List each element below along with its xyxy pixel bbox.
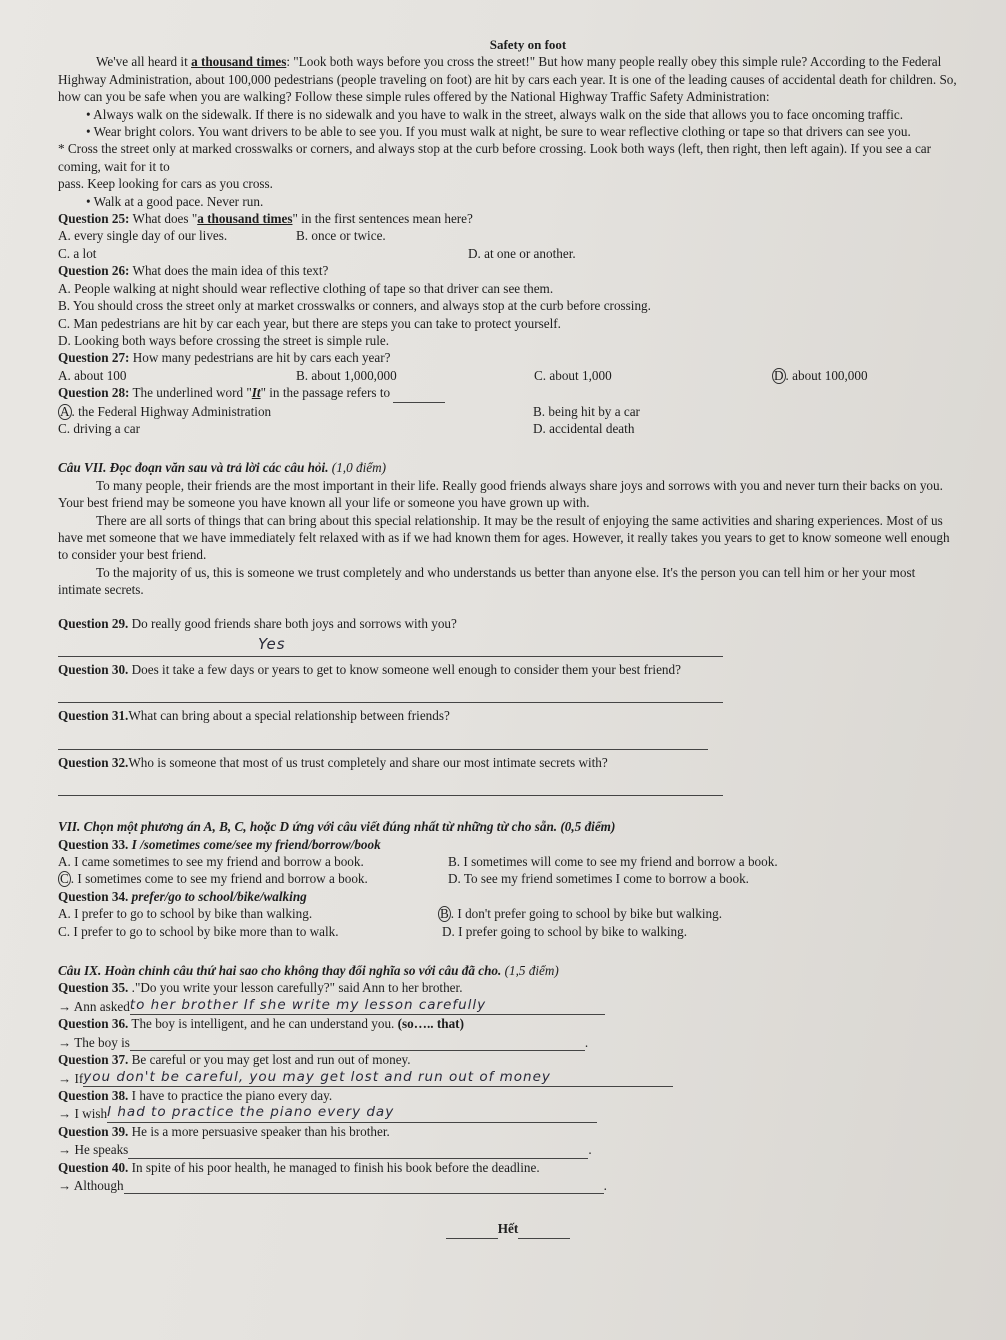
q29-handwritten-answer: Yes	[258, 635, 286, 653]
passage-bullet-1: • Always walk on the sidewalk. If there is no sidewalk and you have to walk in the street, always walk on the side that allows you to face oncoming traffic.	[86, 106, 904, 122]
q34-option-c[interactable]: C. I prefer to go to school by bike more than to walk.	[58, 923, 339, 939]
section-8-heading: VII. Chọn một phương án A, B, C, hoặc D ứng với câu viết đúng nhất từ những từ cho sẵn. (0,5 điểm)	[58, 819, 616, 835]
q26-option-a[interactable]: A. People walking at night should wear reflective clothing of tape so that driver can see them.	[58, 280, 554, 296]
q27-option-a[interactable]: A. about 100	[58, 367, 127, 383]
passage-bullet-3a: * Cross the street only at marked crosswalks or corners, and always stop at the curb before crossing. Look both ways (left, then right, then left again). If you see a car coming, wait for it to	[58, 141, 932, 174]
q25-options-row-1	[58, 227, 958, 244]
passage-intro: We've all heard it a thousand times: "Look both ways before you cross the street!" But how many people really obey this simple rule? According to the Federal Highway Administration, about 100,000 pedestrians (people traveling on foot) are hit by cars each year. It is one of the leading causes of accidental death for children. So, how can you be safe when you are walking? Follow these simple rules offered by the National Highway Traffic Safety Administration:	[58, 54, 957, 105]
q38-answer-field[interactable]: I had to practice the piano every day	[107, 1104, 597, 1122]
passage-bullet-2: • Wear bright colors. You want drivers to be able to see you. If you must walk at night, be sure to wear reflective clothing or tape so that drivers can see you.	[86, 124, 911, 140]
q28-options-row-2	[58, 420, 958, 437]
end-marker: Hết	[58, 1220, 958, 1238]
q27-option-b[interactable]: B. about 1,000,000	[296, 367, 397, 383]
q34-option-a[interactable]: A. I prefer to go to school by bike than walking.	[58, 906, 313, 922]
q28-option-a[interactable]: A . the Federal Highway Administration	[60, 403, 272, 419]
q28-blank	[393, 384, 445, 402]
q33-option-c[interactable]: C . I sometimes come to see my friend and borrow a book.	[60, 871, 368, 887]
q35-rewrite-line: → Ann asked to her brother If she write my lesson carefully	[58, 997, 958, 1015]
question-34: Question 34. prefer/go to school/bike/walking	[58, 888, 307, 904]
q33-option-d[interactable]: D. To see my friend sometimes I come to borrow a book.	[448, 871, 749, 887]
q25-option-d[interactable]: D. at one or another.	[468, 245, 576, 261]
q34-option-b-circle: B	[440, 906, 449, 922]
passage-title: Safety on foot	[489, 37, 567, 52]
question-38: Question 38. I have to practice the piano every day.	[58, 1087, 333, 1103]
q33-option-b[interactable]: B. I sometimes will come to see my friend and borrow a book.	[448, 854, 778, 870]
q34-option-d[interactable]: D. I prefer going to school by bike to walking.	[442, 923, 688, 939]
question-30: Question 30. Does it take a few days or years to get to know someone well enough to consider them your best friend?	[58, 662, 681, 677]
q37-rewrite-line: → If you don't be careful, you may get lost and run out of money	[58, 1069, 958, 1087]
q27-option-d[interactable]: D . about 100,000	[774, 367, 868, 383]
q28-option-d[interactable]: D. accidental death	[533, 420, 635, 436]
q29-answer-line[interactable]	[58, 632, 723, 657]
q36-rewrite-line: → The boy is .	[58, 1034, 589, 1050]
q34-options-row-1	[58, 905, 958, 922]
document-body	[58, 36, 958, 1239]
question-27: Question 27: How many pedestrians are hit by cars each year?	[58, 350, 391, 366]
q34-option-b[interactable]: B . I don't prefer going to school by bike but walking.	[440, 906, 723, 922]
question-40: Question 40. In spite of his poor health, he managed to finish his book before the deadline.	[58, 1159, 540, 1175]
question-35: Question 35. ."Do you write your lesson carefully?" said Ann to her brother.	[58, 980, 463, 996]
q28-option-a-circle: A	[60, 403, 70, 419]
passage-bullet-3b: pass. Keep looking for cars as you cross.	[58, 176, 273, 192]
q39-rewrite-line: → He speaks .	[58, 1142, 592, 1158]
q26-option-b[interactable]: B. You should cross the street only at market crosswalks or conners, and always stop at the curb before crossing.	[58, 298, 651, 314]
section-7-heading: Câu VII. Đọc đoạn văn sau và trả lời các câu hỏi. (1,0 điểm)	[58, 460, 386, 476]
question-33: Question 33. I /sometimes come/see my friend/borrow/book	[58, 836, 381, 852]
section-9-heading: Câu IX. Hoàn chỉnh câu thứ hai sao cho không thay đổi nghĩa so với câu đã cho. (1,5 điểm)	[58, 963, 559, 979]
q28-option-b[interactable]: B. being hit by a car	[533, 403, 640, 419]
q40-answer-field[interactable]	[124, 1176, 604, 1194]
q36-answer-field[interactable]	[130, 1033, 585, 1051]
q27-options-row	[58, 367, 958, 384]
q40-rewrite-line: → Although .	[58, 1177, 607, 1193]
reading-paragraph-3: To the majority of us, this is someone we trust completely and who understands us better than anyone else. It's the person you can tell him or her your most intimate secrets.	[58, 564, 916, 598]
passage-bullet-4: • Walk at a good pace. Never run.	[86, 193, 264, 209]
q26-option-c[interactable]: C. Man pedestrians are hit by car each year, but there are steps you can take to protect yourself.	[58, 315, 561, 331]
q25-option-c[interactable]: C. a lot	[58, 245, 97, 261]
q27-option-d-circle: D	[774, 367, 784, 383]
question-29: Question 29. Do really good friends share both joys and sorrows with you?	[58, 615, 457, 631]
q31-answer-line[interactable]	[58, 725, 708, 750]
q33-options-row-2	[58, 870, 958, 887]
question-32: Question 32.Who is someone that most of us trust completely and share our most intimate secrets with?	[58, 754, 608, 770]
q37-answer-field[interactable]: you don't be careful, you may get lost and run out of money	[83, 1069, 673, 1087]
reading-paragraph-1: To many people, their friends are the most important in their life. Really good friends always share joys and sorrows with you and never turn their backs on you. Your best friend may be someone you have known all your life or someone you have grown up with.	[58, 477, 943, 511]
question-37: Question 37. Be careful or you may get lost and run out of money.	[58, 1052, 411, 1068]
q25-option-a[interactable]: A. every single day of our lives.	[58, 228, 228, 244]
q28-option-c[interactable]: C. driving a car	[58, 420, 141, 436]
q30-answer-line[interactable]	[58, 678, 723, 703]
q32-answer-line[interactable]	[58, 771, 723, 796]
question-36: Question 36. The boy is intelligent, and he can understand you. (so….. that)	[58, 1016, 464, 1032]
question-28: Question 28: The underlined word "It" in the passage refers to	[58, 384, 958, 402]
q27-option-c[interactable]: C. about 1,000	[534, 367, 612, 383]
q38-rewrite-line: → I wish I had to practice the piano every day	[58, 1104, 958, 1122]
question-39: Question 39. He is a more persuasive speaker than his brother.	[58, 1123, 390, 1139]
reading-paragraph-2: There are all sorts of things that can bring about this special relationship. It may be the result of enjoying the same activities and sharing experiences. Most of us have met someone that we have immediately felt relaxed with as if we had known them for ages. However, it really takes you years to get to know someone well enough to consider your best friend.	[58, 512, 950, 563]
question-25: Question 25: What does "a thousand times" in the first sentences mean here?	[58, 211, 473, 227]
question-31: Question 31.What can bring about a special relationship between friends?	[58, 708, 450, 724]
q35-answer-field[interactable]: to her brother If she write my lesson carefully	[130, 997, 605, 1015]
q39-answer-field[interactable]	[128, 1140, 588, 1158]
q26-option-d[interactable]: D. Looking both ways before crossing the street is simple rule.	[58, 332, 390, 348]
q33-option-a[interactable]: A. I came sometimes to see my friend and borrow a book.	[58, 854, 364, 870]
question-26: Question 26: What does the main idea of this text?	[58, 263, 329, 279]
q28-options-row-1	[58, 403, 958, 420]
q25-option-b[interactable]: B. once or twice.	[296, 228, 386, 244]
q34-options-row-2	[58, 923, 958, 940]
q33-options-row-1	[58, 853, 958, 870]
q25-options-row-2	[58, 245, 958, 262]
q33-option-c-circle: C	[60, 871, 69, 887]
